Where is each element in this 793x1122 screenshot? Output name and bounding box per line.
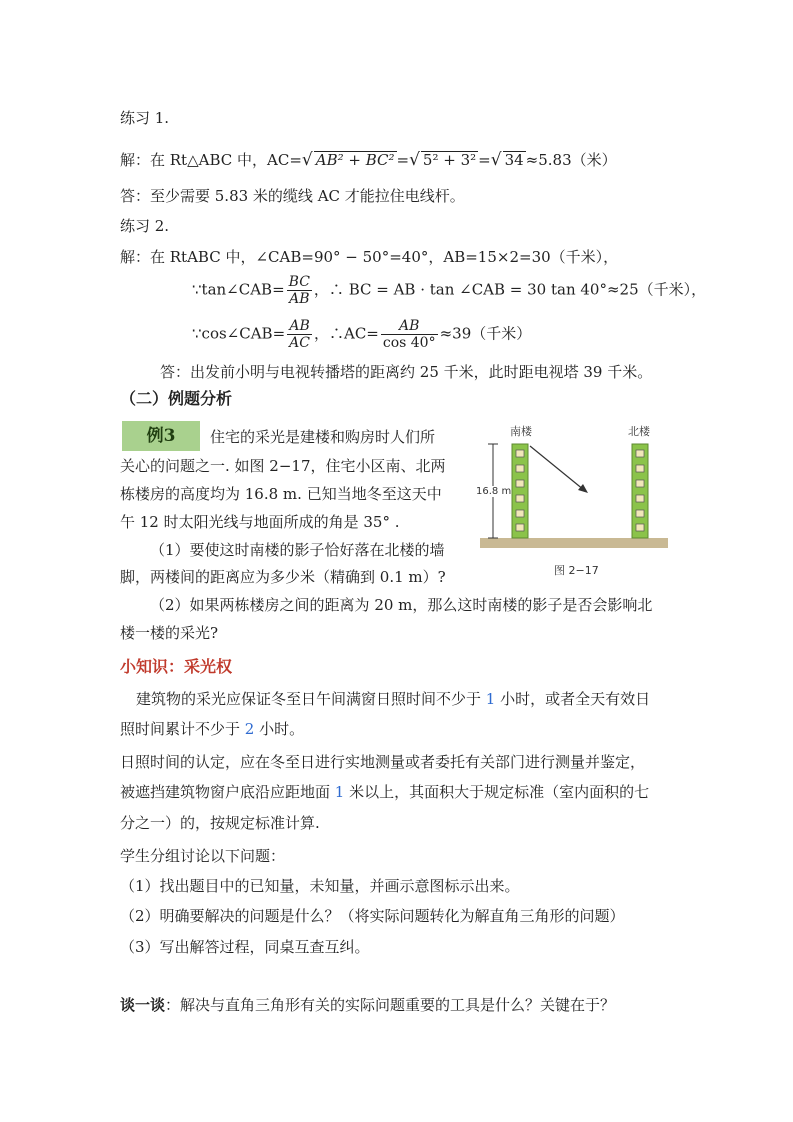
knowledge-p2b: 被遮挡建筑物窗户底沿应距地面 1 米以上，其面积大于规定标准（室内面积的七: [120, 783, 650, 801]
discussion-item: （1）找出题目中的已知量，未知量，并画示意图标示出来。: [120, 877, 520, 895]
example-line4: 午 12 时太阳光线与地面所成的角是 35° .: [120, 513, 400, 531]
sqrt-symbol-2: √: [409, 150, 420, 170]
practice2-answer: 答：出发前小明与电视转播塔的距离约 25 千米，此时距电视塔 39 千米。: [160, 363, 653, 381]
equals-sign: =: [478, 151, 491, 169]
practice2-line1: 解：在 RtABC 中，∠CAB=90° − 50°=40°，AB=15×2=30（千米），: [120, 248, 619, 266]
practice2-tan-line: [192, 274, 706, 307]
practice2-title: 练习 2.: [120, 217, 170, 235]
equals-sign: =: [396, 151, 410, 169]
figure-caption: 图 2−17: [554, 564, 599, 577]
discussion-intro: 学生分组讨论以下问题：: [120, 847, 286, 865]
figure-2-17: [476, 420, 671, 580]
talk-text: ：解决与直角三角形有关的实际问题重要的工具是什么？关键在于？: [165, 996, 616, 1014]
example-line2: 关心的问题之一. 如图 2−17，住宅小区南、北两: [120, 457, 446, 475]
knowledge-p2d: 分之一）的，按规定标准计算.: [120, 814, 320, 832]
cos-fraction: $\frac{AB}{AC}$: [289, 318, 310, 351]
buildings-diagram: [476, 420, 671, 580]
example-question1a: （1）要使这时南楼的影子恰好落在北楼的墙: [150, 541, 445, 559]
example-line3: 栋楼房的高度均为 16.8 m. 已知当地冬至这天中: [120, 485, 442, 503]
talk-line: [120, 995, 615, 1015]
practice1-solution: [120, 150, 617, 170]
approx-result: ≈5.83（米）: [525, 151, 617, 169]
knowledge-title: 小知识：采光权: [120, 657, 233, 676]
north-building: [632, 444, 648, 538]
tan-rest: ，∴ BC = AB · tan ∠CAB = 30 tan 40°≈25（千米），: [313, 280, 707, 299]
practice2-cos-line: [192, 318, 531, 351]
cos-prefix: ∵cos∠CAB=: [192, 324, 286, 343]
sqrt-symbol-3: √: [490, 150, 502, 170]
hours-value-2: 2: [244, 720, 255, 738]
hours-value-1: 1: [485, 690, 496, 708]
cos-fraction-2: $\frac{AB}{\cos 40^\circ}$: [382, 318, 436, 351]
height-label: 16.8 m: [476, 486, 512, 497]
talk-label: 谈一谈: [120, 996, 166, 1014]
south-building-label: 南楼: [510, 425, 532, 438]
knowledge-p2a: 日照时间的认定，应在冬至日进行实地测量或者委托有关部门进行测量并鉴定，: [120, 753, 646, 771]
sqrt-symbol-1: √: [301, 150, 313, 170]
example-line1: 住宅的采光是建楼和购房时人们所: [210, 428, 436, 446]
height-value: 1: [334, 783, 345, 801]
example-question2a: （2）如果两栋楼房之间的距离为 20 m，那么这时南楼的影子是否会影响北: [150, 596, 653, 614]
cos-rest: ≈39（千米）: [439, 324, 532, 343]
example-badge: 例3: [122, 421, 200, 451]
sun-ray-arrow: [530, 446, 584, 490]
cos-mid: ，∴AC=: [313, 324, 379, 343]
knowledge-p1b: 照时间累计不少于 2 小时。: [120, 720, 305, 738]
discussion-item: （3）写出解答过程，同桌互查互纠。: [120, 938, 370, 956]
practice1-title: 练习 1.: [120, 109, 170, 127]
example-question2b: 楼一楼的采光?: [120, 624, 219, 642]
sqrt-expression-3: 34: [504, 151, 524, 169]
sqrt-expression-1: AB² + BC²: [315, 151, 395, 169]
south-building: [512, 444, 528, 538]
discussion-item: （2）明确要解决的问题是什么？（将实际问题转化为解直角三角形的问题）: [120, 907, 625, 925]
tan-fraction: $\frac{BC}{AB}$: [288, 274, 310, 307]
practice1-answer: 答：至少需要 5.83 米的缆线 AC 才能拉住电线杆。: [120, 187, 465, 205]
north-building-label: 北楼: [628, 425, 650, 438]
tan-prefix: ∵tan∠CAB=: [192, 280, 285, 299]
solution-prefix: 解：在 Rt△ABC 中，AC=: [120, 151, 302, 169]
ground: [480, 538, 668, 548]
example-question1b: 脚，两楼间的距离应为多少米（精确到 0.1 m）?: [120, 568, 446, 586]
knowledge-p1a: 建筑物的采光应保证冬至日午间满窗日照时间不少于 1 小时，或者全天有效日: [136, 690, 651, 708]
sqrt-expression-2: 5² + 3²: [422, 151, 477, 169]
section-title: （二）例题分析: [120, 389, 233, 408]
